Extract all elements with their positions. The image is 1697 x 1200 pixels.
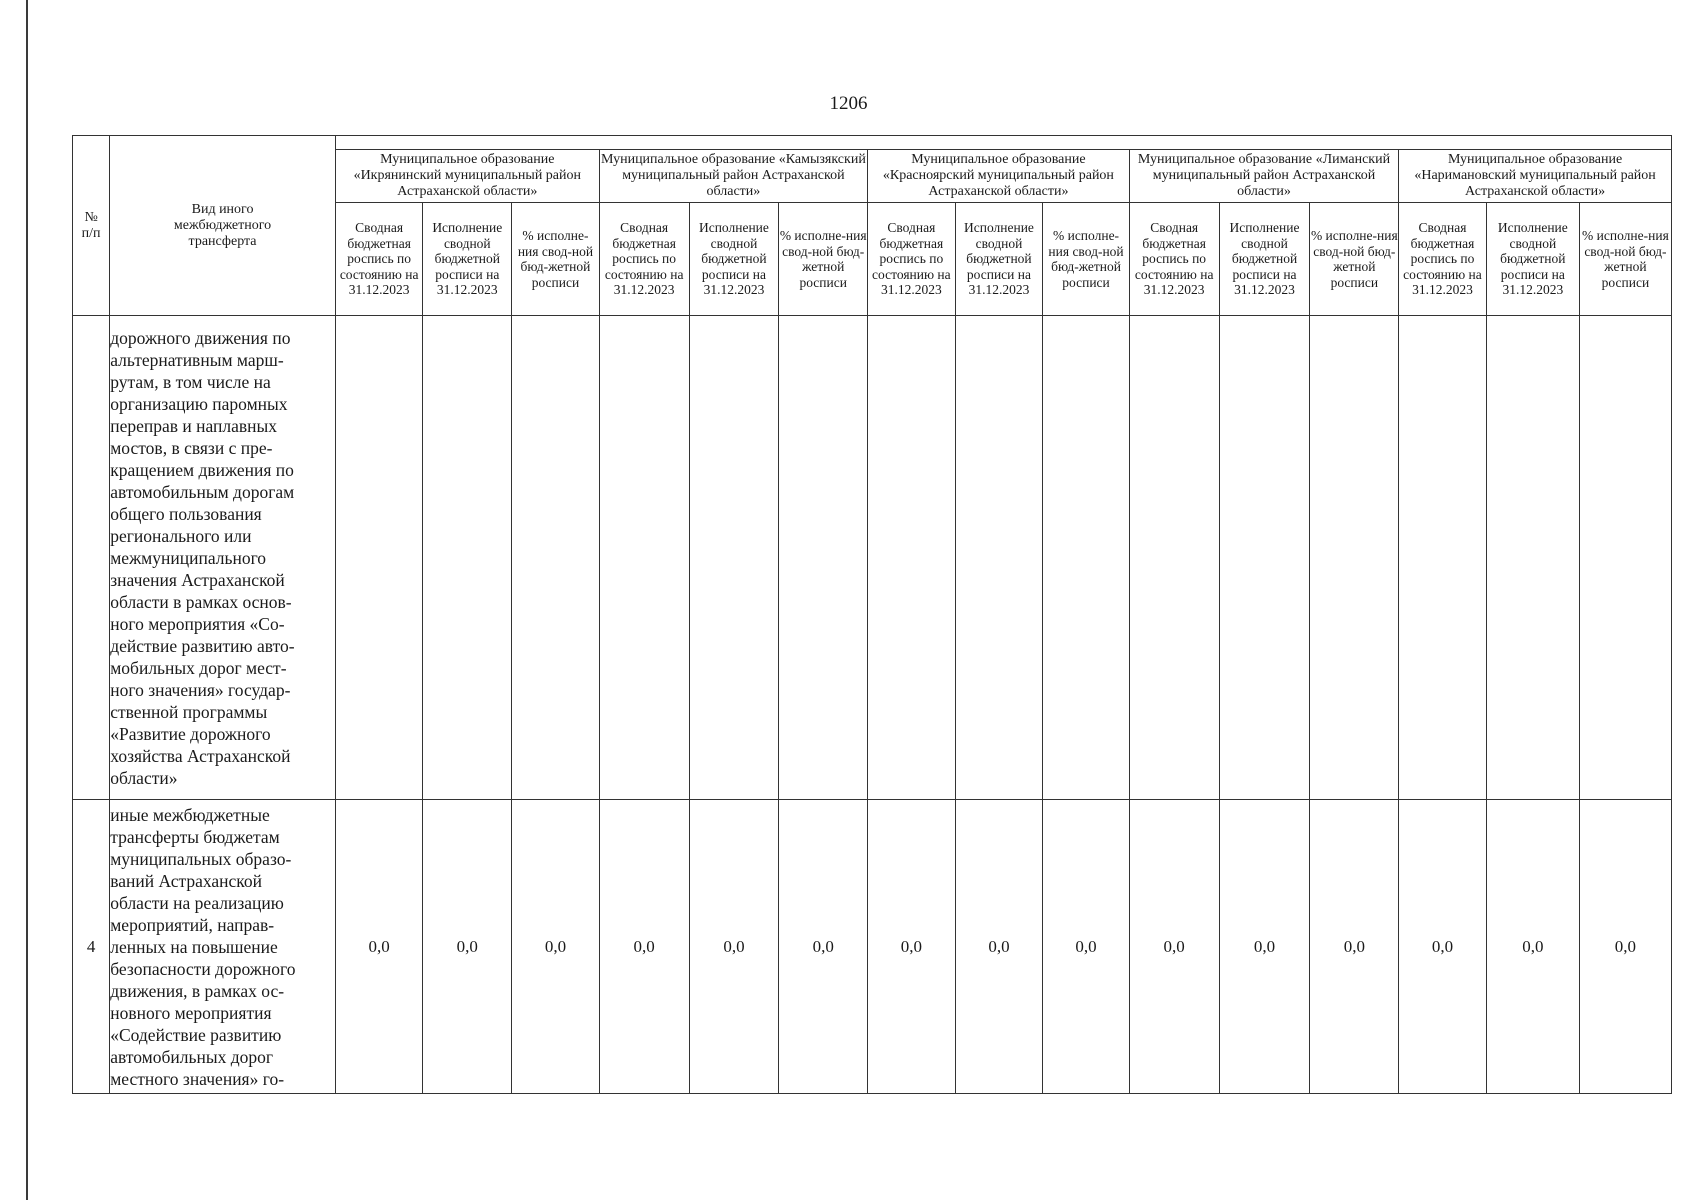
value-cell: 0,0 <box>1129 800 1219 1094</box>
subcol-execution-percent: % исполне-ния свод-ной бюд-жетной росписи <box>1310 203 1399 316</box>
value-cell <box>423 316 512 800</box>
col-header-transfer-type: Вид иного межбюджетного трансферта <box>110 136 336 316</box>
value-cell: 0,0 <box>1399 800 1487 1094</box>
value-cell: 0,0 <box>512 800 600 1094</box>
value-cell <box>335 316 423 800</box>
budget-table <box>72 135 1672 1094</box>
value-cell: 0,0 <box>423 800 512 1094</box>
value-cell <box>1219 316 1310 800</box>
subcol-execution: Исполнение сводной бюджетной росписи на 31.12.2023 <box>955 203 1043 316</box>
page-number: 1206 <box>829 93 868 114</box>
subcol-execution: Исполнение сводной бюджетной росписи на 31.12.2023 <box>689 203 779 316</box>
value-cell <box>599 316 689 800</box>
value-cell: 0,0 <box>955 800 1043 1094</box>
subcol-budget-plan: Сводная бюджетная роспись по состоянию на 31.12.2023 <box>868 203 956 316</box>
subcol-budget-plan: Сводная бюджетная роспись по состоянию на 31.12.2023 <box>1399 203 1487 316</box>
value-cell <box>512 316 600 800</box>
subcol-execution: Исполнение сводной бюджетной росписи на 31.12.2023 <box>1219 203 1310 316</box>
subcol-budget-plan: Сводная бюджетная роспись по состоянию на 31.12.2023 <box>335 203 423 316</box>
value-cell: 0,0 <box>599 800 689 1094</box>
value-cell: 0,0 <box>689 800 779 1094</box>
header-strip <box>335 136 1671 150</box>
value-cell: 0,0 <box>1043 800 1130 1094</box>
subcol-execution-percent: % исполне-ния свод-ной бюд-жетной росписи <box>779 203 868 316</box>
subcol-budget-plan: Сводная бюджетная роспись по состоянию на 31.12.2023 <box>599 203 689 316</box>
subcol-budget-plan: Сводная бюджетная роспись по состоянию на 31.12.2023 <box>1129 203 1219 316</box>
municipality-header: Муниципальное образование «Наримановский муниципальный район Астраханской области» <box>1399 150 1672 203</box>
value-cell <box>1486 316 1579 800</box>
value-cell: 0,0 <box>335 800 423 1094</box>
value-cell: 0,0 <box>1579 800 1671 1094</box>
row-description: иные межбюджетные трансферты бюджетам муниципальных образо- ваний Астраханской области на реализацию мероприятий, направ- ленных на повышение безопасности дорожного движения, в рамках ос- новного мероприятия «Содействие развитию автомобильных дорог местного значения» го- <box>110 800 336 1094</box>
subcol-execution: Исполнение сводной бюджетной росписи на 31.12.2023 <box>1486 203 1579 316</box>
header-strip-row <box>73 136 1672 150</box>
subcol-execution-percent: % исполне-ния свод-ной бюд-жетной росписи <box>512 203 600 316</box>
value-cell <box>1043 316 1130 800</box>
table-row <box>73 800 1672 1094</box>
value-cell: 0,0 <box>868 800 956 1094</box>
value-cell <box>1129 316 1219 800</box>
binding-line <box>26 0 28 1200</box>
municipality-header: Муниципальное образование «Камызякский муниципальный район Астраханской области» <box>599 150 867 203</box>
col-header-number: № п/п <box>73 136 110 316</box>
row-number: 4 <box>73 800 110 1094</box>
value-cell <box>689 316 779 800</box>
value-cell <box>955 316 1043 800</box>
value-cell <box>1310 316 1399 800</box>
value-cell <box>868 316 956 800</box>
value-cell <box>1579 316 1671 800</box>
subcol-execution-percent: % исполне-ния свод-ной бюд-жетной росписи <box>1579 203 1671 316</box>
row-description: дорожного движения по альтернативным марш- рутам, в том числе на организацию паромных переправ и наплавных мостов, в связи с пре- кращением движения по автомобильным дорогам общего пользования регионального или межмуниципального значения Астраханской области в рамках основ- ного мероприятия «Со- действие развитию авто- мобильных дорог мест- ного значения» государ- ственной программы «Развитие дорожного хозяйства Астраханской области» <box>110 316 336 800</box>
table-row <box>73 316 1672 800</box>
row-number <box>73 316 110 800</box>
value-cell: 0,0 <box>779 800 868 1094</box>
municipality-header: Муниципальное образование «Лиманский муниципальный район Астраханской области» <box>1129 150 1398 203</box>
value-cell <box>779 316 868 800</box>
subcol-execution-percent: % исполне-ния свод-ной бюд-жетной росписи <box>1043 203 1130 316</box>
value-cell: 0,0 <box>1486 800 1579 1094</box>
municipality-header: Муниципальное образование «Икрянинский муниципальный район Астраханской области» <box>335 150 599 203</box>
value-cell: 0,0 <box>1219 800 1310 1094</box>
municipality-header: Муниципальное образование «Красноярский муниципальный район Астраханской области» <box>868 150 1130 203</box>
value-cell: 0,0 <box>1310 800 1399 1094</box>
subcol-execution: Исполнение сводной бюджетной росписи на 31.12.2023 <box>423 203 512 316</box>
value-cell <box>1399 316 1487 800</box>
